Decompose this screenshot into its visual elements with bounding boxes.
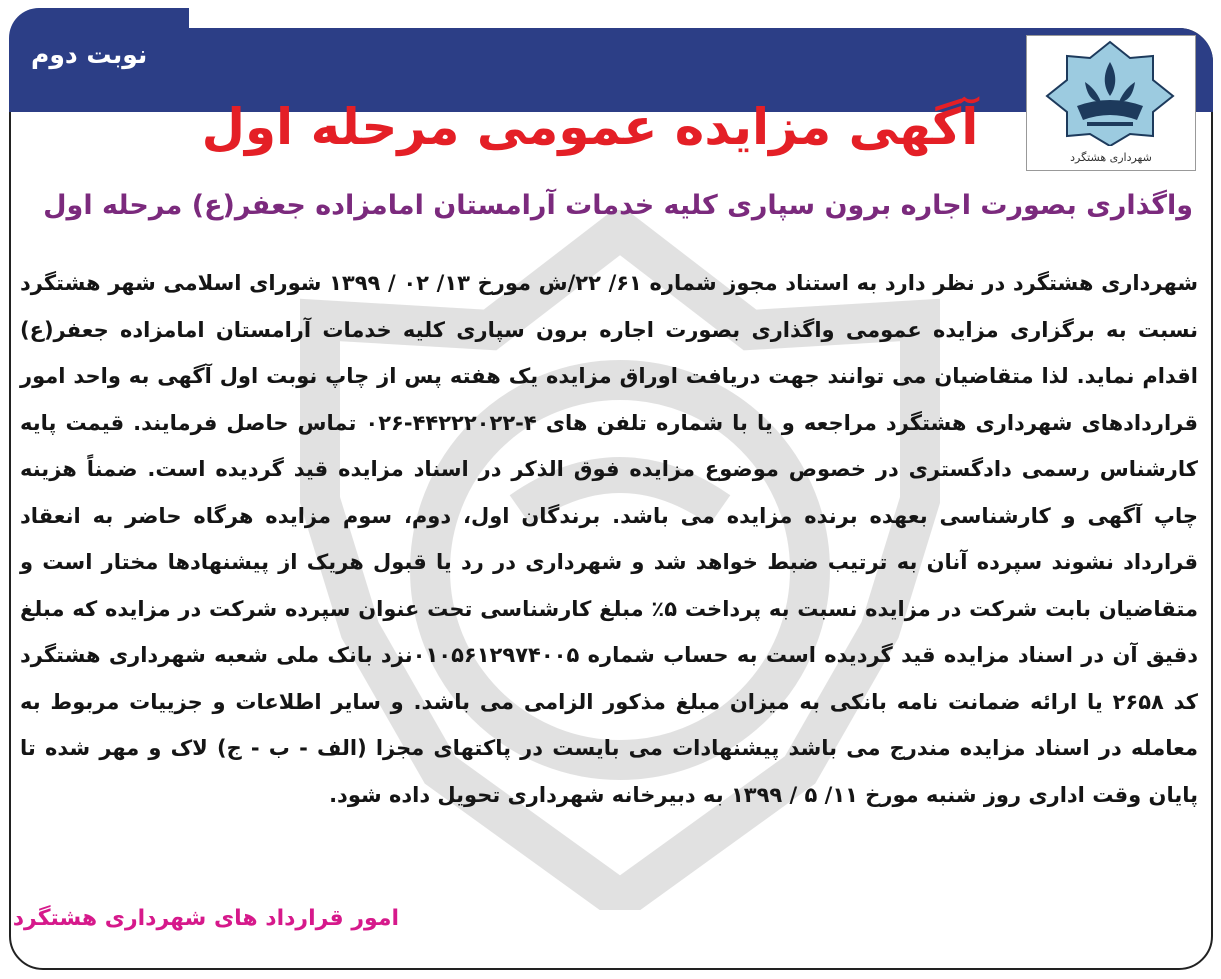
logo-caption: شهرداری هشتگرد (1070, 151, 1152, 164)
ad-title: آگهی مزایده عمومی مرحله اول (201, 98, 979, 156)
ad-subtitle: واگذاری بصورت اجاره برون سپاری کلیه خدمات آرامستان امامزاده جعفر(ع) مرحله اول (43, 190, 1193, 221)
ad-body-text: شهرداری هشتگرد در نظر دارد به استناد مجوز شماره ۶۱/ ۲۲/ش مورخ ۱۳/ ۰۲ / ۱۳۹۹ شورای اسلامی شهر هشتگرد نسبت به برگزاری مزایده عمومی واگذاری بصورت اجاره برون سپاری کلیه خدمات آرامستان امامزاده جعفر(ع) اقدام نماید. لذا متقاضیان می توانند جهت دریافت اوراق مزایده یک هفته پس از چاپ نوبت اول آگهی به واحد امور قراردادهای شهرداری هشتگرد مراجعه و یا با شماره تلفن های ۴-۴۴۲۲۲۰۲۲-۰۲۶ تماس حاصل فرمایند. قیمت پایه کارشناس رسمی دادگستری در خصوص موضوع مزایده فوق الذکر در اسناد مزایده قید گردیده است. ضمناً هزینه چاپ آگهی و کارشناسی بعهده برنده مزایده می باشد. برندگان اول، دوم، سوم مزایده هرگاه حاضر به انعقاد قرارداد نشوند سپرده آنان به ترتیب ضبط خواهد شد و شهرداری در رد یا قبول هریک از پیشنهادها مختار است و متقاضیان بابت شرکت در مزایده نسبت به پرداخت ۵٪ مبلغ کارشناسی تحت عنوان سپرده شرکت در مزایده که مبلغ دقیق آن در اسناد مزایده قید گردیده است به حساب شماره ۰۱۰۵۶۱۲۹۷۴۰۰۵نزد بانک ملی شعبه شهرداری هشتگرد کد ۲۶۵۸ یا ارائه ضمانت نامه بانکی به میزان مبلغ مذکور الزامی می باشد. و سایر اطلاعات و جزییات مربوط به معامله در اسناد مزایده مندرج می باشد پیشنهادات می بایست در پاکتهای مجزا (الف - ب - ج) لاک و مهر شده تا پایان وقت اداری روز شنبه مورخ ۱۱/ ۵ / ۱۳۹۹ به دبیرخانه شهرداری تحویل داده شود. (20, 271, 1198, 807)
logo-emblem-icon (1027, 36, 1193, 146)
ad-footer-signature: امور قرارداد های شهرداری هشتگرد (12, 906, 399, 931)
turn-tab (9, 8, 189, 112)
turn-label: نوبت دوم (31, 40, 148, 69)
municipality-logo (1026, 35, 1196, 171)
